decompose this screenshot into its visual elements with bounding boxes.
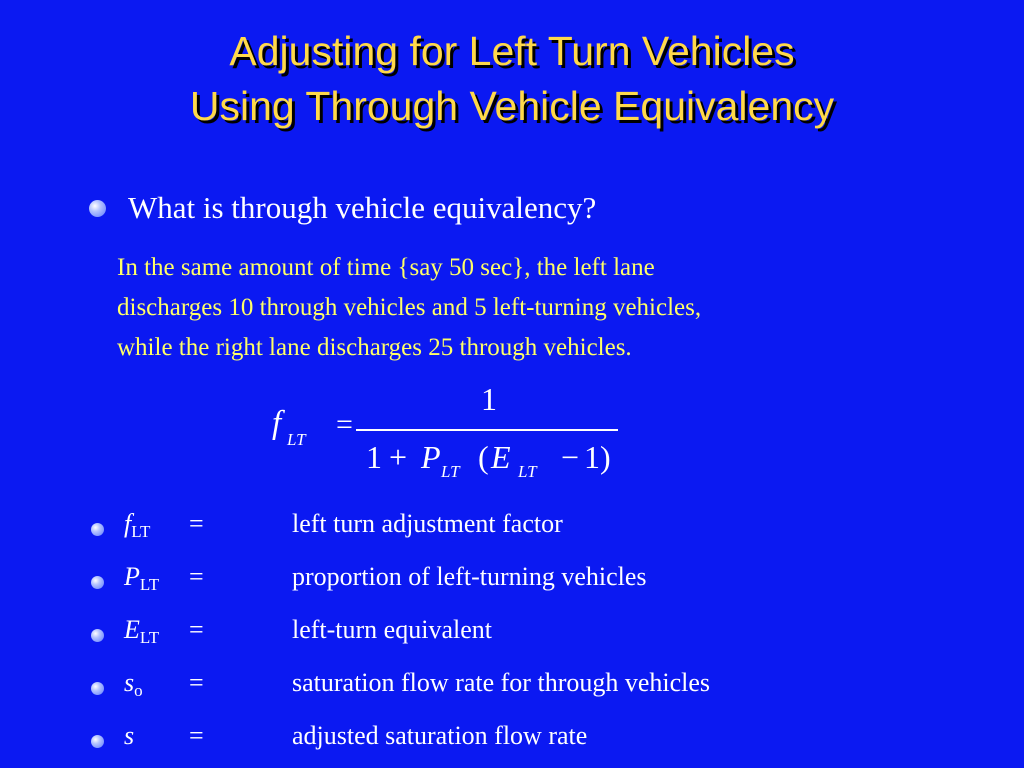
question-text: What is through vehicle equivalency? bbox=[128, 190, 597, 225]
explanation-line-3: while the right lane discharges 25 through vehicles. bbox=[117, 334, 632, 361]
slide-title bbox=[0, 24, 1024, 134]
definition-symbol: $s_o$ bbox=[124, 668, 143, 700]
formula-lhs-subscript: LT bbox=[287, 430, 306, 449]
formula-equals-sign: = bbox=[336, 408, 353, 441]
explanation-line-1: In the same amount of time {say 50 sec}, the left lane bbox=[117, 254, 655, 281]
formula-minus-sign: − bbox=[561, 439, 580, 475]
definition-equals: = bbox=[189, 509, 204, 538]
definition-meaning: saturation flow rate for through vehicles bbox=[292, 668, 711, 697]
definition-row bbox=[0, 615, 1024, 655]
bullet-icon bbox=[91, 523, 104, 536]
title-line-1: Adjusting for Left Turn Vehicles bbox=[229, 28, 795, 74]
definition-row bbox=[0, 721, 1024, 761]
definition-meaning: proportion of left-turning vehicles bbox=[292, 562, 647, 591]
formula-e-symbol: E bbox=[491, 439, 511, 475]
definition-symbol: $P_{LT}$ bbox=[124, 562, 160, 594]
definition-meaning: adjusted saturation flow rate bbox=[292, 721, 588, 750]
definition-meaning: left turn adjustment factor bbox=[292, 509, 563, 538]
definition-symbol: s bbox=[124, 721, 135, 750]
formula-numerator: 1 bbox=[481, 381, 497, 417]
formula-denominator-one: 1 bbox=[366, 439, 382, 475]
definition-symbol: $E_{LT}$ bbox=[124, 615, 160, 647]
formula-open-paren: ( bbox=[478, 439, 489, 475]
bullet-icon bbox=[91, 629, 104, 642]
bullet-icon bbox=[91, 682, 104, 695]
bullet-icon bbox=[91, 576, 104, 589]
definition-meaning: left-turn equivalent bbox=[292, 615, 492, 644]
definition-equals: = bbox=[189, 721, 204, 750]
definition-equals: = bbox=[189, 668, 204, 697]
fraction-bar bbox=[356, 429, 618, 431]
definition-row bbox=[0, 509, 1024, 549]
formula-p-subscript: LT bbox=[441, 462, 460, 481]
formula-plus-sign: + bbox=[389, 439, 408, 475]
explanation-paragraph bbox=[117, 248, 947, 368]
definition-symbol: $f_{LT}$ bbox=[124, 509, 151, 541]
formula-p-symbol: P bbox=[421, 439, 441, 475]
explanation-line-2: discharges 10 through vehicles and 5 left-turning vehicles, bbox=[117, 294, 702, 321]
definition-equals: = bbox=[189, 615, 204, 644]
definition-row bbox=[0, 562, 1024, 602]
bullet-icon bbox=[91, 735, 104, 748]
bullet-icon bbox=[89, 200, 106, 217]
formula-lhs-symbol: f bbox=[272, 405, 282, 441]
formula-e-subscript: LT bbox=[518, 462, 537, 481]
definition-row bbox=[0, 668, 1024, 708]
title-line-2: Using Through Vehicle Equivalency bbox=[189, 83, 835, 129]
definition-equals: = bbox=[189, 562, 204, 591]
formula-close-one: 1) bbox=[584, 439, 611, 475]
